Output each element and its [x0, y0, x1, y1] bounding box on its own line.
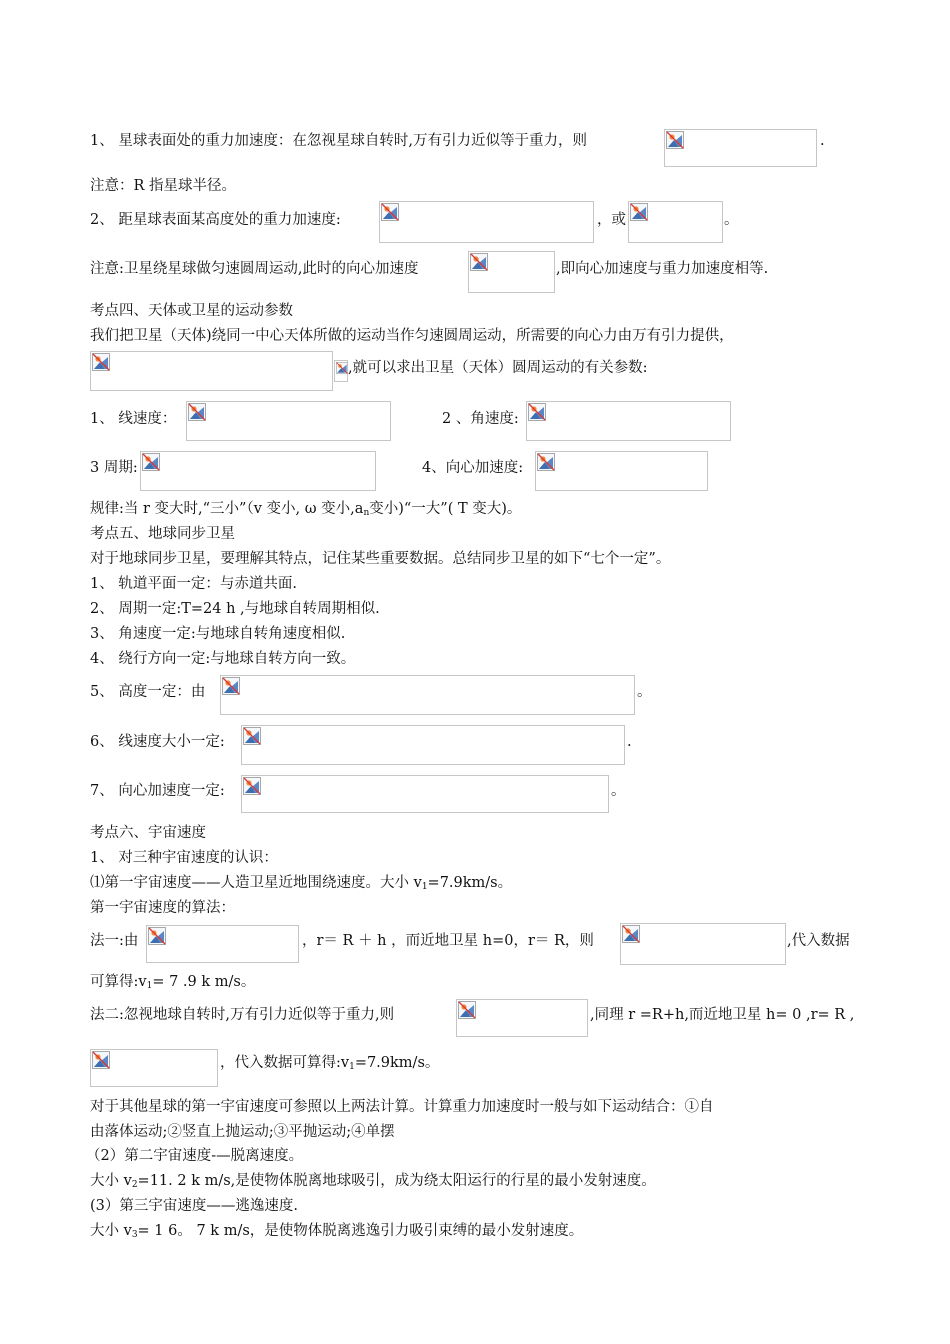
text-line: 1、 对三种宇宙速度的认识：	[90, 850, 278, 866]
text-line: ,代入数据	[787, 933, 850, 949]
formula-image	[140, 451, 376, 491]
text-line: 可算得$:v_1= 7$ .9 k m/s。	[90, 974, 256, 991]
formula-image	[186, 401, 391, 441]
formula-image	[90, 351, 333, 391]
text-line: 4、向心加速度:	[422, 460, 524, 476]
formula-image	[241, 725, 625, 765]
text-line: .	[627, 734, 632, 750]
text-line: ⑴第一宇宙速度——人造卫星近地围绕速度。大小 $v_1=7.9km/s$。	[90, 875, 513, 892]
formula-image	[220, 675, 635, 715]
broken-image-icon	[622, 925, 640, 943]
broken-image-icon	[92, 1051, 110, 1069]
text-line: 我们把卫星（天体)绕同一中心天体所做的运动当作匀速圆周运动，所需要的向心力由万有引力提供，	[90, 328, 734, 344]
formula-image	[456, 999, 588, 1037]
list-item: 1、 轨道平面一定：与赤道共面.	[90, 576, 297, 592]
broken-image-icon	[142, 453, 160, 471]
list-item: 3、 角速度一定:与地球自转角速度相似.	[90, 626, 346, 642]
list-item: 7、 向心加速度一定:	[90, 783, 225, 799]
text-line: ，代入数据可算得$:v_1=7.9km/s$。	[220, 1055, 440, 1072]
text-line: ,同理 r =R+h,而近地卫星 h= 0 ,r= R ,	[590, 1007, 855, 1023]
formula-image	[334, 360, 348, 382]
broken-image-icon	[666, 131, 684, 149]
text-line: 2 、角速度:	[442, 411, 519, 427]
text-line: 对于地球同步卫星，要理解其特点，记住某些重要数据。总结同步卫星的如下“七个一定”。	[90, 551, 671, 567]
text-line: 注意：R 指星球半径。	[90, 178, 237, 194]
formula-image	[379, 201, 594, 243]
text-line: 大小 $v_2=11$. 2 k m/s,是使物体脱离地球吸引，成为绕太阳运行的行星的最小发射速度。	[90, 1173, 656, 1190]
text-line: 3 周期:	[90, 460, 138, 476]
text-line: 2、 距星球表面某高度处的重力加速度:	[90, 212, 341, 228]
broken-image-icon	[243, 777, 261, 795]
text-line: 法二:忽视地球自转时,万有引力近似等于重力,则	[90, 1007, 395, 1023]
text-line: ，或	[597, 212, 626, 228]
section-heading: 考点五、地球同步卫星	[90, 526, 235, 542]
list-item: 4、 绕行方向一定:与地球自转方向一致。	[90, 651, 356, 667]
broken-image-icon	[630, 203, 648, 221]
broken-image-icon	[188, 403, 206, 421]
formula-image	[146, 925, 299, 963]
formula-image	[241, 775, 609, 813]
text-line: 由落体运动;②竖直上抛运动;③平抛运动;④单摆	[90, 1124, 395, 1140]
formula-image	[620, 923, 786, 965]
formula-image	[468, 251, 555, 293]
broken-image-icon	[336, 362, 348, 374]
list-item: 2、 周期一定:T=24 h ,与地球自转周期相似.	[90, 601, 380, 617]
text-line: 。	[724, 212, 739, 228]
text-line: 规律:当 r 变大时,“三小”（v 变小, ω 变小$,a_n$变小)“一大”( T 变大)。	[90, 501, 522, 518]
text-line: 对于其他星球的第一宇宙速度可参照以上两法计算。计算重力加速度时一般与如下运动结合：①自	[90, 1099, 714, 1115]
section-heading: 考点六、宇宙速度	[90, 825, 206, 841]
formula-image	[90, 1049, 218, 1087]
text-line: 法一:由	[90, 933, 139, 949]
text-line: ,就可以求出卫星（天体）圆周运动的有关参数:	[348, 360, 648, 376]
formula-image	[535, 451, 708, 491]
text-line: 。	[611, 783, 626, 799]
section-heading: 考点四、天体或卫星的运动参数	[90, 303, 293, 319]
broken-image-icon	[470, 253, 488, 271]
text-line: 。	[637, 684, 652, 700]
broken-image-icon	[528, 403, 546, 421]
formula-image	[526, 401, 731, 441]
broken-image-icon	[222, 677, 240, 695]
text-line: 第一宇宙速度的算法：	[90, 900, 235, 916]
text-line: （2）第二宇宙速度-—脱离速度。	[86, 1148, 304, 1164]
broken-image-icon	[381, 203, 399, 221]
broken-image-icon	[92, 353, 110, 371]
text-line: ,即向心加速度与重力加速度相等.	[556, 261, 769, 277]
formula-image	[664, 129, 817, 167]
broken-image-icon	[148, 927, 166, 945]
broken-image-icon	[243, 727, 261, 745]
text-line: .	[820, 133, 825, 149]
list-item: 5、 高度一定：由	[90, 684, 206, 700]
text-line: 1、 星球表面处的重力加速度：在忽视星球自转时,万有引力近似等于重力，则	[90, 133, 587, 149]
broken-image-icon	[458, 1001, 476, 1019]
broken-image-icon	[537, 453, 555, 471]
list-item: 6、 线速度大小一定:	[90, 734, 225, 750]
text-line: 注意:卫星绕星球做匀速圆周运动,此时的向心加速度	[90, 261, 419, 277]
text-line: (3）第三宇宙速度——逃逸速度.	[90, 1198, 298, 1214]
formula-image	[628, 201, 723, 243]
text-line: ，r＝ R ＋ h ，而近地卫星 h=0，r＝ R，则	[302, 933, 594, 949]
text-line: 大小 $v_3= 1$ 6。 7 k m/s，是使物体脱离逃逸引力吸引束缚的最小发射速度。	[90, 1223, 584, 1240]
text-line: 1、 线速度：	[90, 411, 177, 427]
